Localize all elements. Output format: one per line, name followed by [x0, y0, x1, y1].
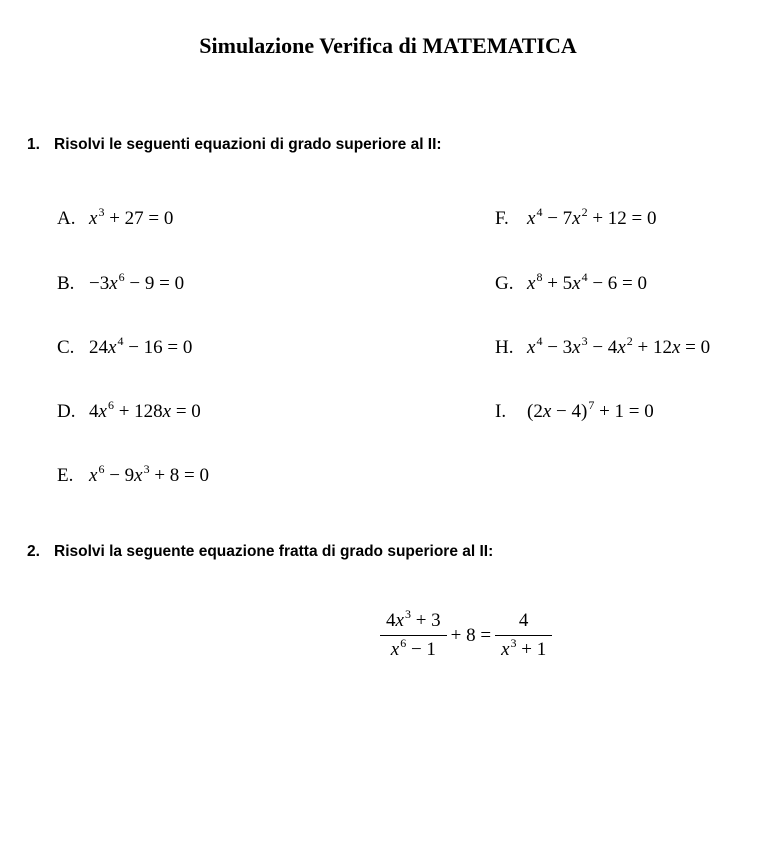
section-2-number: 2.: [27, 543, 40, 560]
equation-label: A.: [57, 208, 76, 229]
section-2-text: Risolvi la seguente equazione fratta di grado superiore al II:: [54, 543, 494, 560]
page-title: Simulazione Verifica di MATEMATICA: [199, 33, 577, 58]
section-1-number: 1.: [27, 136, 40, 153]
left-fraction: [380, 607, 447, 661]
equation-label: I.: [495, 401, 507, 422]
equation-label: H.: [495, 337, 514, 358]
equation-b-math: $-3x^6 - 9 = 0$: [89, 270, 185, 294]
equation-g-math: $x^8 + 5x^4 - 6 = 0$: [527, 270, 648, 294]
equation-c-math: $24x^4 - 16 = 0$: [89, 334, 193, 358]
equation-i: [495, 398, 654, 423]
equation-i-math: $(2x - 4)^7 + 1 = 0$: [527, 398, 654, 422]
equation-label: E.: [57, 465, 74, 486]
equation-d-math: $4x^6 + 128x = 0$: [89, 398, 201, 422]
equation-b: [57, 270, 185, 295]
equation-h-math: $x^4 - 3x^3 - 4x^2 + 12x = 0$: [527, 334, 711, 358]
equation-g: [495, 270, 648, 295]
left-denominator: $x^6 - 1$: [390, 636, 436, 660]
equation-a: [57, 205, 174, 230]
right-numerator: 4: [495, 610, 552, 636]
equation-middle: + 8 =: [450, 624, 492, 646]
right-fraction: [495, 610, 552, 661]
left-numerator: $4x^3 + 3$: [380, 610, 447, 636]
equation-label: G.: [495, 273, 514, 294]
equation-h: [495, 334, 711, 359]
section-1-text: Risolvi le seguenti equazioni di grado superiore al II:: [54, 136, 442, 153]
equation-label: B.: [57, 273, 75, 294]
right-denominator: $x^3 + 1$: [501, 636, 547, 660]
equation-f-math: $x^4 - 7x^2 + 12 = 0$: [527, 205, 657, 229]
equation-label: C.: [57, 337, 75, 358]
section-2-heading: [27, 543, 493, 561]
equation-f: [495, 205, 657, 230]
equation-label: D.: [57, 401, 76, 422]
fractional-equation: [380, 607, 552, 661]
equation-d: [57, 398, 201, 423]
equation-a-math: $x^3 + 27 = 0$: [89, 205, 174, 229]
equation-c: [57, 334, 193, 359]
section-1-heading: [27, 136, 442, 154]
equation-e-math: $x^6 - 9x^3 + 8 = 0$: [89, 462, 210, 486]
equation-label: F.: [495, 208, 509, 229]
equation-e: [57, 462, 210, 487]
